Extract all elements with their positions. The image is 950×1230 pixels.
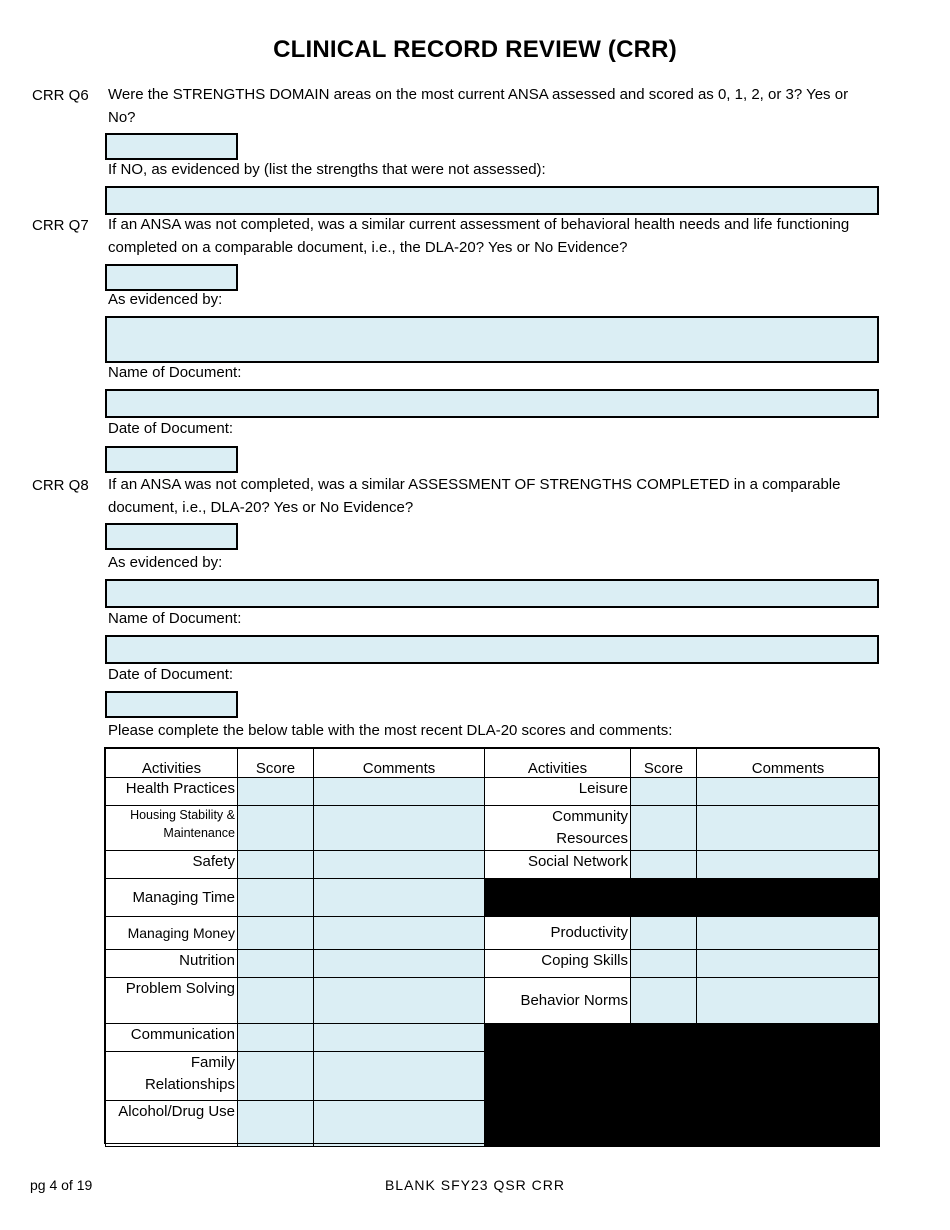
q7-date-field[interactable] — [105, 446, 238, 473]
activity-label: Leisure — [485, 778, 631, 806]
table-row — [106, 1024, 880, 1052]
q8-answer-field[interactable] — [105, 523, 238, 550]
comments-cell[interactable] — [314, 851, 485, 879]
header-score: Score — [238, 749, 314, 778]
comments-cell[interactable] — [314, 978, 485, 1024]
comments-cell[interactable] — [697, 917, 880, 950]
page-title: CLINICAL RECORD REVIEW (CRR) — [273, 36, 677, 63]
activity-label: Nutrition — [106, 950, 238, 978]
q8-question: If an ANSA was not completed, was a similar ASSESSMENT OF STRENGTHS COMPLETED in a comparable document, i.e., DLA-20? Yes or No Evidence? — [108, 476, 841, 516]
score-cell[interactable] — [631, 806, 697, 851]
score-cell[interactable] — [631, 950, 697, 978]
comments-cell[interactable] — [314, 1052, 485, 1101]
table-row — [106, 851, 880, 879]
comments-cell[interactable] — [314, 1024, 485, 1052]
score-cell[interactable] — [238, 1052, 314, 1101]
activity-label: Alcohol/Drug Use — [106, 1101, 238, 1147]
comments-cell[interactable] — [314, 806, 485, 851]
q7-name-field[interactable] — [105, 389, 879, 418]
score-cell[interactable] — [631, 778, 697, 806]
activity-label: Coping Skills — [485, 950, 631, 978]
comments-cell[interactable] — [697, 950, 880, 978]
activity-label: Productivity — [485, 917, 631, 950]
activity-label: Managing Money — [106, 917, 238, 950]
comments-cell[interactable] — [314, 879, 485, 917]
score-cell[interactable] — [238, 978, 314, 1024]
q8-evidenced-field[interactable] — [105, 579, 879, 608]
comments-cell[interactable] — [697, 806, 880, 851]
comments-cell[interactable] — [697, 778, 880, 806]
q6-question: Were the STRENGTHS DOMAIN areas on the most current ANSA assessed and scored as 0, 1, 2, or 3? Yes or No? — [108, 86, 849, 126]
q8-name-field[interactable] — [105, 635, 879, 664]
table-intro: Please complete the below table with the most recent DLA-20 scores and comments: — [108, 722, 673, 739]
q8-label: CRR Q8 — [32, 477, 89, 494]
q7-answer-field[interactable] — [105, 264, 238, 291]
activity-label: Health Practices — [106, 778, 238, 806]
header-score: Score — [631, 749, 697, 778]
q8-date-field[interactable] — [105, 691, 238, 718]
comments-cell[interactable] — [697, 978, 880, 1024]
comments-cell[interactable] — [697, 851, 880, 879]
comments-cell[interactable] — [314, 950, 485, 978]
q6-if-no-field[interactable] — [105, 186, 879, 215]
q6-label: CRR Q6 — [32, 87, 89, 104]
activity-label: Behavior Norms — [485, 978, 631, 1024]
activity-label: Communication — [106, 1024, 238, 1052]
activity-label: Problem Solving — [106, 978, 238, 1024]
score-cell[interactable] — [238, 1024, 314, 1052]
score-cell[interactable] — [238, 778, 314, 806]
score-cell[interactable] — [238, 806, 314, 851]
table-row — [106, 879, 880, 917]
comments-cell[interactable] — [314, 917, 485, 950]
page-number: pg 4 of 19 — [30, 1177, 93, 1193]
table-row — [106, 806, 880, 851]
score-cell[interactable] — [631, 978, 697, 1024]
document-name: BLANK SFY23 QSR CRR — [384, 1177, 566, 1193]
q8-date-label: Date of Document: — [108, 666, 234, 683]
q8-evidenced-label: As evidenced by: — [108, 554, 223, 571]
score-cell[interactable] — [238, 879, 314, 917]
q7-date-label: Date of Document: — [108, 420, 234, 437]
comments-cell[interactable] — [314, 778, 485, 806]
activity-label: Safety — [106, 851, 238, 879]
q6-if-no-label: If NO, as evidenced by (list the strengths that were not assessed): — [108, 161, 546, 178]
score-cell[interactable] — [238, 917, 314, 950]
table-header-row — [106, 749, 880, 778]
score-cell[interactable] — [238, 851, 314, 879]
activity-label: Managing Time — [106, 879, 238, 917]
activity-label: Community Resources — [485, 806, 631, 851]
table-row — [106, 950, 880, 978]
score-cell[interactable] — [631, 917, 697, 950]
q6-answer-field[interactable] — [105, 133, 238, 160]
score-cell[interactable] — [238, 1101, 314, 1147]
activity-label: Family Relationships — [106, 1052, 238, 1101]
table-row — [106, 978, 880, 1024]
activity-label: Housing Stability & Maintenance — [106, 806, 238, 851]
score-cell[interactable] — [238, 950, 314, 978]
header-activities: Activities — [485, 749, 631, 778]
q7-question: If an ANSA was not completed, was a similar current assessment of behavioral health needs and life functioning completed on a comparable document, i.e., the DLA-20? Yes or No Evidence? — [108, 216, 850, 256]
table-row — [106, 917, 880, 950]
q7-name-label: Name of Document: — [108, 364, 242, 381]
blacked-out-cell — [485, 1024, 880, 1147]
q8-name-label: Name of Document: — [108, 610, 242, 627]
table-row — [106, 778, 880, 806]
blacked-out-cell — [485, 879, 880, 917]
header-comments: Comments — [697, 749, 880, 778]
comments-cell[interactable] — [314, 1101, 485, 1147]
dla20-table — [105, 748, 880, 1147]
header-comments: Comments — [314, 749, 485, 778]
header-activities: Activities — [106, 749, 238, 778]
q7-label: CRR Q7 — [32, 217, 89, 234]
q7-evidenced-label: As evidenced by: — [108, 291, 223, 308]
activity-label: Social Network — [485, 851, 631, 879]
q7-evidenced-field[interactable] — [105, 316, 879, 363]
score-cell[interactable] — [631, 851, 697, 879]
